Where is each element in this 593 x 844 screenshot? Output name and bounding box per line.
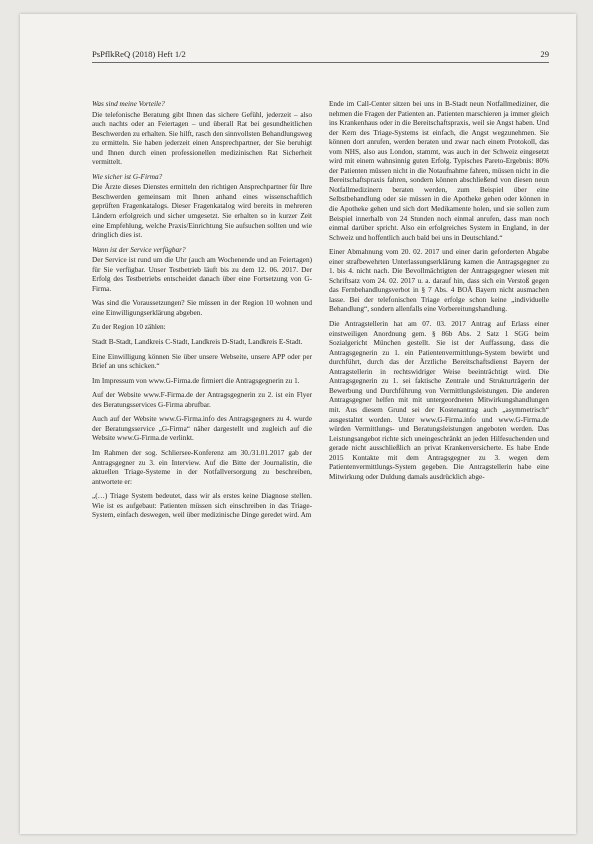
journal-citation: PsPflkReQ (2018) Heft 1/2 — [92, 49, 186, 59]
paragraph: Zu der Region 10 zählen: — [92, 323, 166, 332]
paragraph: Im Impressum von www.G-Firma.de firmiert die Antragsgegnerin zu 1. — [92, 376, 300, 385]
paragraph: Stadt B-Stadt, Landkreis C-Stadt, Landkreis D-Stadt, Landkreis E-Stadt. — [92, 338, 303, 347]
paragraph: Eine Einwilligung können Sie über unsere Webseite, unsere APP oder per Brief an uns schicken.“ — [92, 352, 312, 371]
running-header — [92, 48, 549, 63]
section-heading: Was sind meine Vorteile? — [92, 100, 165, 108]
section-heading: Wann ist der Service verfügbar? — [92, 245, 186, 254]
section-heading: Wie sicher ist G-Firma? — [92, 172, 163, 181]
paragraph: Die telefonische Beratung gibt Ihnen das sichere Gefühl, jederzeit – also auch nachts oder an Feiertagen – und überall Rat bei gesundheitlichen Beschwerden zu erhalten. Sie hilft, rasch den sinnvollsten Behandlungsweg zu ermitteln. Sie haben jederzeit einen Ansprechpartner, der Sie beruhigt und Ihnen durch einen professionellen medizinischen Rat Sicherheit vermittelt. — [92, 110, 312, 167]
paragraph: Die Antragstellerin hat am 07. 03. 2017 Antrag auf Erlass einer einstweiligen Anordnung gem. § 86b Abs. 2 Satz 1 SGG beim Sozialgericht München gestellt. Sie ist der Auffassung, dass die Antragsgegnerin zu 1. ein Patientenvermittlungs-System bewirbt und durchführt, durch das der Ärztliche Bereitschaftsdienst Bayern der Antragstellerin in rechtswidriger Weise beeinträchtigt wird. Die Antragsgegnerin zu 1. sei faktische Zentrale und Strukturträgerin der Bewerbung und Durchführung von Vermittlungsleistungen. Die anderen Antragsgegner helfen mit mit untergeordneten Mitwirkungshandlungen mit. Aus diesem Grund sei der Kostenantrag auch „asymmetrisch“ ausgestaltet worden. Unter www.G-Firma.info und www.G-Firma.de würden Vermittlungs- und Beratungsleistungen angeboten werden. Das Leistungsangebot richte sich uneingeschränkt an jeden Hilfesuchenden und gerade nicht ausschließlich an privat Krankenversicherte. Es habe Ende 2015 Kontakte mit dem Antragsgegner zu 3. wegen dem Patientenvermittlungs-System gegeben. Die Antragstellerin habe eine Mitwirkung oder Duldung damals ausdrücklich abge- — [329, 320, 549, 481]
left-column — [92, 100, 312, 526]
paragraph: Ende im Call-Center sitzen bei uns in B-Stadt neun Notfallmediziner, die nehmen die Fragen der Patienten an. Patienten marschieren ja immer gleich ins Krankenhaus oder in die Bereitschaftspraxis, weil sie Angst haben. Und der Kern des Triage-Systems ist einfach, die Angst wegzunehmen. Sie können dort anrufen, werden beraten und zwar nach einem Protokoll, das vom NHS, also aus London, stammt, was auch in der Schweiz eingesetzt wird mit einem wahnsinnig guten Erfolg. Typisches Pareto-Ergebnis: 80% der Patienten müssen nicht in die Notaufnahme fahren, müssen nicht in die Bereitschaftspraxis fahren, sondern können abschließend von diesen neun Notfallmedizinern beraten werden, zum Beispiel über eine Selbstbehandlung oder sie müssen in die Apotheke gehen oder können in die Apotheke gehen und sich dort Medikamente holen, und sie sollen zum Beispiel innerhalb von 24 Stunden noch einmal anrufen, dass man noch einmal darüber spricht. Also ein erfolgreiches System in England, in der Schweiz und hoffentlich auch bald bei uns in Deutschland.“ — [329, 100, 549, 242]
paragraph: Die Ärzte dieses Dienstes ermitteln den richtigen Ansprechpartner für Ihre Beschwerden gemeinsam mit Ihnen anhand eines wissenschaftlich geprüften Fragenkatalogs. Dieser Fragenkatalog wird bereits in mehreren Ländern erfolgreich und sicher umgesetzt. Sie erhalten so in kurzer Zeit eine Empfehlung, welche Praxis/Einrichtung Sie aufsuchen sollten und wie dringlich dies ist. — [92, 183, 312, 240]
paragraph: Auch auf der Website www.G-Firma.info des Antragsgegners zu 4. wurde der Beratungsservice „G-Firma“ näher dargestellt und zugleich auf die Website www.G-Firma.de verlinkt. — [92, 415, 312, 443]
paragraph: „(…) Triage System bedeutet, dass wir als erstes keine Diagnose stellen. Wie ist es aufgebaut: Patienten müssen sich einschreiben in das Triage-System, einfach deswegen, weil über medizinische Dinge geredet wird. Am — [92, 492, 312, 520]
paragraph: Im Rahmen der sog. Schliersee-Konferenz am 30./31.01.2017 gab der Antragsgegner zu 3. ein Interview. Auf die Bitte der Journalistin, die aktuellen Triage-Systeme in der Notfallversorgung zu beschreiben, antwortete er: — [92, 448, 312, 486]
document-page — [20, 14, 576, 834]
paragraph: Einer Abmahnung vom 20. 02. 2017 und einer darin geforderten Abgabe einer strafbewehrten Unterlassungserklärung kamen die Antragsgegner zu 1. bis 4. nicht nach. Die Bevollmächtigten der Antragsgegner wiesen mit Schriftsatz vom 24. 02. 2017 u. a. darauf hin, dass sich ein Verstoß gegen das Fernbehandlungsverbot in § 7 Abs. 4 BOÄ Bayern nicht ausmachen lasse. Bei der telefonischen Triage erfolge schon keine „individuelle Behandlung“, sondern allenfalls eine Vorbereitungshandlung. — [329, 248, 549, 314]
page-number: 29 — [540, 49, 549, 59]
paragraph: Der Service ist rund um die Uhr (auch am Wochenende und an Feiertagen) für Sie verfügbar. Unser Testbetrieb läuft bis zu dem 12. 06. 2017. Der Erfolg des Testbetriebs entscheidet danach über eine Fortsetzung von G-Firma. — [92, 256, 312, 293]
right-column — [329, 100, 549, 487]
paragraph: Was sind die Voraussetzungen? Sie müssen in der Region 10 wohnen und eine Einwilligungserklärung abgeben. — [92, 299, 312, 317]
paragraph: Auf der Website www.F-Firma.de der Antragsgegnerin zu 2. ist ein Flyer des Beratungsservices G-Firma abrufbar. — [92, 391, 312, 409]
